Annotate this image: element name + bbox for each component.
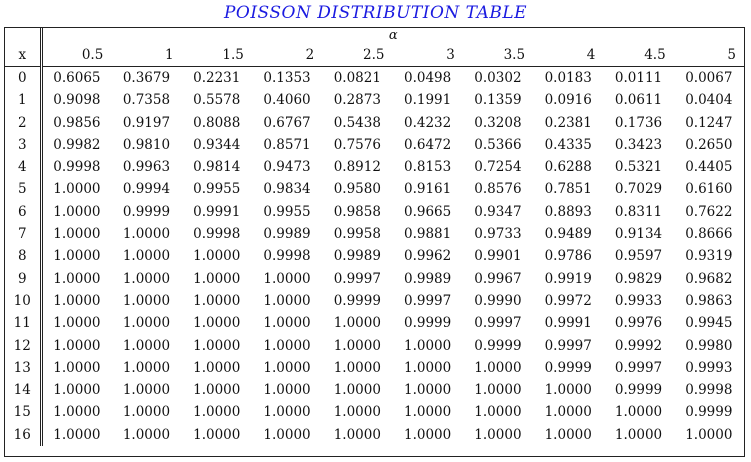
probability-cell: 0.9999 bbox=[544, 359, 592, 376]
probability-cell: 1.0000 bbox=[263, 292, 311, 309]
probability-cell: 0.4232 bbox=[404, 114, 452, 131]
probability-cell: 0.7576 bbox=[333, 136, 381, 153]
probability-cell: 1.0000 bbox=[53, 382, 101, 399]
x-value-cell: 1 bbox=[5, 89, 41, 111]
probability-cell: 0.5578 bbox=[193, 92, 241, 109]
probability-cell: 0.9829 bbox=[614, 270, 663, 287]
probability-cell: 0.4335 bbox=[544, 136, 592, 153]
probability-cell: 1.0000 bbox=[122, 226, 171, 243]
probability-cell: 1.0000 bbox=[193, 404, 241, 421]
table-row bbox=[5, 89, 744, 111]
probability-cell: 1.0000 bbox=[193, 359, 241, 376]
probability-cell: 0.9992 bbox=[614, 337, 663, 354]
x-value-cell: 12 bbox=[5, 335, 41, 357]
probability-cell: 0.9972 bbox=[544, 292, 592, 309]
probability-cell: 0.0067 bbox=[685, 70, 733, 86]
probability-cell: 0.9834 bbox=[263, 181, 311, 198]
probability-cell: 0.9999 bbox=[685, 404, 733, 421]
probability-cell: 0.4060 bbox=[263, 92, 311, 109]
probability-cell: 0.9958 bbox=[333, 226, 381, 243]
probability-cell: 0.9901 bbox=[474, 248, 522, 265]
probability-cell: 0.7029 bbox=[614, 181, 663, 198]
probability-cell: 1.0000 bbox=[193, 426, 241, 443]
probability-cell: 1.0000 bbox=[193, 248, 241, 265]
table-row bbox=[5, 379, 744, 401]
x-value-cell: 0 bbox=[5, 67, 41, 90]
probability-cell: 0.9989 bbox=[404, 270, 452, 287]
probability-cell: 0.9980 bbox=[685, 337, 733, 354]
table-row bbox=[5, 156, 744, 178]
probability-cell: 1.0000 bbox=[53, 203, 101, 220]
probability-cell: 0.8576 bbox=[474, 181, 522, 198]
probability-cell: 1.0000 bbox=[333, 337, 381, 354]
probability-cell: 0.9997 bbox=[474, 315, 522, 332]
alpha-column-header: 2.5 bbox=[322, 44, 392, 67]
probability-cell: 0.1736 bbox=[614, 114, 663, 131]
x-value-cell: 14 bbox=[5, 379, 41, 401]
probability-cell: 0.9997 bbox=[544, 337, 592, 354]
probability-cell: 0.9994 bbox=[122, 181, 171, 198]
probability-cell: 0.8153 bbox=[404, 159, 452, 176]
probability-cell: 1.0000 bbox=[122, 292, 171, 309]
table-row bbox=[5, 178, 744, 200]
probability-cell: 0.9098 bbox=[53, 92, 101, 109]
probability-cell: 1.0000 bbox=[404, 404, 452, 421]
probability-cell: 0.9998 bbox=[53, 159, 101, 176]
alpha-header-row bbox=[5, 28, 744, 44]
probability-cell: 0.7358 bbox=[122, 92, 171, 109]
x-value-cell: 7 bbox=[5, 223, 41, 245]
probability-cell: 1.0000 bbox=[53, 270, 101, 287]
probability-cell: 0.6767 bbox=[263, 114, 311, 131]
probability-cell: 0.9814 bbox=[193, 159, 241, 176]
probability-cell: 0.9161 bbox=[404, 181, 452, 198]
probability-cell: 0.3679 bbox=[122, 70, 171, 86]
probability-cell: 1.0000 bbox=[685, 426, 733, 443]
probability-cell: 1.0000 bbox=[333, 426, 381, 443]
alpha-header-blank bbox=[5, 28, 41, 44]
alpha-column-header: 4.5 bbox=[603, 44, 673, 67]
probability-cell: 1.0000 bbox=[544, 426, 592, 443]
probability-cell: 1.0000 bbox=[614, 404, 663, 421]
table-row bbox=[5, 112, 744, 134]
probability-cell: 1.0000 bbox=[474, 426, 522, 443]
probability-cell: 0.9991 bbox=[193, 203, 241, 220]
probability-cell: 0.9963 bbox=[122, 159, 171, 176]
probability-cell: 0.5366 bbox=[474, 136, 522, 153]
probability-cell: 1.0000 bbox=[193, 270, 241, 287]
probability-cell: 1.0000 bbox=[122, 382, 171, 399]
table-row bbox=[5, 401, 744, 423]
probability-cell: 0.9999 bbox=[474, 337, 522, 354]
probability-cell: 0.0111 bbox=[614, 70, 663, 86]
x-value-cell: 3 bbox=[5, 134, 41, 156]
probability-cell: 0.0404 bbox=[685, 92, 733, 109]
probability-cell: 0.0498 bbox=[404, 70, 452, 86]
probability-cell: 0.9580 bbox=[333, 181, 381, 198]
probability-cell: 0.9999 bbox=[333, 292, 381, 309]
probability-cell: 0.9989 bbox=[263, 226, 311, 243]
probability-cell: 0.9919 bbox=[544, 270, 592, 287]
probability-cell: 0.9945 bbox=[685, 315, 733, 332]
probability-cell: 0.9999 bbox=[122, 203, 171, 220]
alpha-column-header: 4 bbox=[533, 44, 603, 67]
probability-cell: 0.7851 bbox=[544, 181, 592, 198]
probability-cell: 0.9665 bbox=[404, 203, 452, 220]
probability-cell: 0.2381 bbox=[544, 114, 592, 131]
probability-cell: 1.0000 bbox=[474, 359, 522, 376]
probability-cell: 1.0000 bbox=[53, 359, 101, 376]
alpha-column-header: 1 bbox=[111, 44, 181, 67]
probability-cell: 0.9997 bbox=[404, 292, 452, 309]
x-value-cell: 4 bbox=[5, 156, 41, 178]
x-value-cell: 10 bbox=[5, 290, 41, 312]
probability-cell: 0.9597 bbox=[614, 248, 663, 265]
probability-cell: 0.0611 bbox=[614, 92, 663, 109]
table-row bbox=[5, 335, 744, 357]
x-value-cell: 2 bbox=[5, 112, 41, 134]
probability-cell: 0.9344 bbox=[193, 136, 241, 153]
probability-cell: 0.2650 bbox=[685, 136, 733, 153]
probability-cell: 1.0000 bbox=[333, 382, 381, 399]
probability-cell: 1.0000 bbox=[404, 382, 452, 399]
probability-cell: 1.0000 bbox=[53, 404, 101, 421]
probability-cell: 0.9991 bbox=[544, 315, 592, 332]
probability-cell: 0.8088 bbox=[193, 114, 241, 131]
probability-cell: 0.3208 bbox=[474, 114, 522, 131]
probability-cell: 1.0000 bbox=[263, 404, 311, 421]
probability-cell: 0.9134 bbox=[614, 226, 663, 243]
probability-cell: 1.0000 bbox=[53, 248, 101, 265]
probability-cell: 1.0000 bbox=[53, 226, 101, 243]
column-header-row bbox=[5, 44, 744, 67]
probability-cell: 0.9863 bbox=[685, 292, 733, 309]
probability-cell: 0.9319 bbox=[685, 248, 733, 265]
table-row bbox=[5, 290, 744, 312]
probability-cell: 0.9997 bbox=[333, 270, 381, 287]
probability-cell: 1.0000 bbox=[333, 404, 381, 421]
probability-cell: 0.7622 bbox=[685, 203, 733, 220]
probability-cell: 1.0000 bbox=[122, 270, 171, 287]
probability-cell: 0.9982 bbox=[53, 136, 101, 153]
x-value-cell: 8 bbox=[5, 245, 41, 267]
probability-cell: 0.9955 bbox=[193, 181, 241, 198]
probability-cell: 0.9997 bbox=[614, 359, 663, 376]
probability-cell: 1.0000 bbox=[263, 359, 311, 376]
probability-cell: 1.0000 bbox=[263, 382, 311, 399]
probability-cell: 0.8893 bbox=[544, 203, 592, 220]
probability-cell: 0.0302 bbox=[474, 70, 522, 86]
x-value-cell: 5 bbox=[5, 178, 41, 200]
table-row bbox=[5, 223, 744, 245]
table-row bbox=[5, 268, 744, 290]
probability-cell: 0.9998 bbox=[193, 226, 241, 243]
probability-cell: 0.9489 bbox=[544, 226, 592, 243]
probability-cell: 1.0000 bbox=[333, 315, 381, 332]
probability-cell: 1.0000 bbox=[53, 315, 101, 332]
table-row bbox=[5, 67, 744, 90]
probability-cell: 1.0000 bbox=[404, 426, 452, 443]
x-value-cell: 16 bbox=[5, 424, 41, 446]
probability-cell: 1.0000 bbox=[614, 426, 663, 443]
probability-cell: 0.9197 bbox=[122, 114, 171, 131]
probability-cell: 1.0000 bbox=[193, 382, 241, 399]
probability-cell: 1.0000 bbox=[474, 382, 522, 399]
probability-cell: 0.9473 bbox=[263, 159, 311, 176]
probability-cell: 0.0183 bbox=[544, 70, 592, 86]
probability-cell: 0.5321 bbox=[614, 159, 663, 176]
probability-cell: 1.0000 bbox=[122, 315, 171, 332]
probability-cell: 0.9998 bbox=[685, 382, 733, 399]
probability-cell: 1.0000 bbox=[263, 426, 311, 443]
probability-cell: 0.1991 bbox=[404, 92, 452, 109]
probability-cell: 0.9682 bbox=[685, 270, 733, 287]
table-row bbox=[5, 245, 744, 267]
probability-cell: 0.9990 bbox=[474, 292, 522, 309]
probability-cell: 0.4405 bbox=[685, 159, 733, 176]
probability-cell: 0.9967 bbox=[474, 270, 522, 287]
probability-cell: 1.0000 bbox=[544, 404, 592, 421]
probability-cell: 0.0916 bbox=[544, 92, 592, 109]
probability-cell: 1.0000 bbox=[544, 382, 592, 399]
probability-cell: 0.8311 bbox=[614, 203, 663, 220]
probability-cell: 0.6160 bbox=[685, 181, 733, 198]
probability-cell: 0.6472 bbox=[404, 136, 452, 153]
table-frame bbox=[4, 27, 745, 457]
probability-cell: 0.6288 bbox=[544, 159, 592, 176]
probability-cell: 1.0000 bbox=[474, 404, 522, 421]
probability-cell: 1.0000 bbox=[404, 337, 452, 354]
probability-cell: 0.8912 bbox=[333, 159, 381, 176]
probability-cell: 0.9881 bbox=[404, 226, 452, 243]
probability-cell: 0.2231 bbox=[193, 70, 241, 86]
probability-cell: 0.0821 bbox=[333, 70, 381, 86]
alpha-column-header: 5 bbox=[674, 44, 744, 67]
probability-cell: 1.0000 bbox=[263, 270, 311, 287]
probability-cell: 1.0000 bbox=[193, 315, 241, 332]
probability-cell: 0.9933 bbox=[614, 292, 663, 309]
probability-cell: 1.0000 bbox=[263, 315, 311, 332]
probability-cell: 0.2873 bbox=[333, 92, 381, 109]
probability-cell: 1.0000 bbox=[263, 337, 311, 354]
probability-cell: 1.0000 bbox=[53, 337, 101, 354]
alpha-column-header: 0.5 bbox=[41, 44, 111, 67]
probability-cell: 0.9955 bbox=[263, 203, 311, 220]
probability-cell: 0.1359 bbox=[474, 92, 522, 109]
table-row bbox=[5, 424, 744, 446]
x-value-cell: 13 bbox=[5, 357, 41, 379]
probability-cell: 0.1353 bbox=[263, 70, 311, 86]
probability-cell: 0.5438 bbox=[333, 114, 381, 131]
probability-cell: 1.0000 bbox=[193, 337, 241, 354]
alpha-column-header: 2 bbox=[252, 44, 322, 67]
alpha-column-header: 3.5 bbox=[463, 44, 533, 67]
x-value-cell: 15 bbox=[5, 401, 41, 423]
probability-cell: 0.3423 bbox=[614, 136, 663, 153]
table-body bbox=[5, 67, 744, 447]
probability-cell: 0.9976 bbox=[614, 315, 663, 332]
x-column-header: x bbox=[5, 44, 41, 67]
probability-cell: 1.0000 bbox=[122, 404, 171, 421]
x-value-cell: 9 bbox=[5, 268, 41, 290]
probability-cell: 1.0000 bbox=[122, 359, 171, 376]
probability-cell: 0.9786 bbox=[544, 248, 592, 265]
probability-cell: 1.0000 bbox=[122, 337, 171, 354]
probability-cell: 0.9858 bbox=[333, 203, 381, 220]
alpha-symbol: α bbox=[388, 28, 398, 43]
probability-cell: 1.0000 bbox=[193, 292, 241, 309]
probability-cell: 0.9347 bbox=[474, 203, 522, 220]
table-title: POISSON DISTRIBUTION TABLE bbox=[223, 3, 528, 23]
x-value-cell: 11 bbox=[5, 312, 41, 334]
probability-cell: 0.9856 bbox=[53, 114, 101, 131]
probability-cell: 1.0000 bbox=[53, 426, 101, 443]
alpha-column-header: 1.5 bbox=[182, 44, 252, 67]
table-row bbox=[5, 312, 744, 334]
alpha-column-header: 3 bbox=[392, 44, 462, 67]
table-row bbox=[5, 134, 744, 156]
probability-cell: 1.0000 bbox=[53, 292, 101, 309]
probability-cell: 0.9962 bbox=[404, 248, 452, 265]
probability-cell: 1.0000 bbox=[404, 359, 452, 376]
poisson-table bbox=[5, 28, 744, 446]
probability-cell: 0.6065 bbox=[53, 70, 101, 86]
probability-cell: 1.0000 bbox=[333, 359, 381, 376]
probability-cell: 1.0000 bbox=[122, 248, 171, 265]
probability-cell: 0.9810 bbox=[122, 136, 171, 153]
probability-cell: 0.9999 bbox=[404, 315, 452, 332]
probability-cell: 0.9733 bbox=[474, 226, 522, 243]
x-value-cell: 6 bbox=[5, 201, 41, 223]
probability-cell: 0.9999 bbox=[614, 382, 663, 399]
probability-cell: 0.7254 bbox=[474, 159, 522, 176]
probability-cell: 0.9993 bbox=[685, 359, 733, 376]
probability-cell: 0.9998 bbox=[263, 248, 311, 265]
table-row bbox=[5, 201, 744, 223]
table-row bbox=[5, 357, 744, 379]
probability-cell: 0.1247 bbox=[685, 114, 733, 131]
probability-cell: 0.9989 bbox=[333, 248, 381, 265]
probability-cell: 0.8666 bbox=[685, 226, 733, 243]
probability-cell: 1.0000 bbox=[122, 426, 171, 443]
probability-cell: 0.8571 bbox=[263, 136, 311, 153]
probability-cell: 1.0000 bbox=[53, 181, 101, 198]
